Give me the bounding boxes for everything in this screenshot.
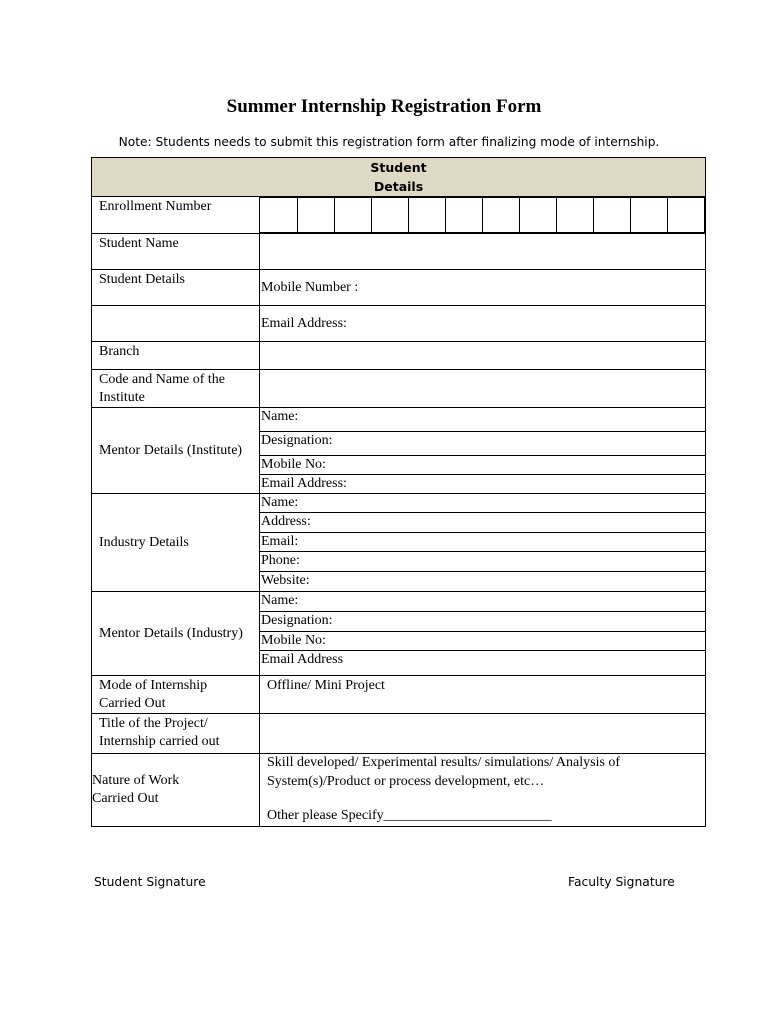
industry-address-field[interactable]: Address:: [260, 513, 706, 533]
branch-row: [92, 342, 706, 370]
enrollment-digit-box[interactable]: [630, 198, 667, 233]
nature-label: [92, 754, 260, 827]
nature-field[interactable]: [260, 754, 706, 827]
form-title: Summer Internship Registration Form: [226, 96, 542, 117]
email-address-field[interactable]: Email Address:: [260, 306, 706, 342]
industry-row: [92, 494, 706, 513]
branch-field[interactable]: [260, 342, 706, 370]
mode-field[interactable]: Offline/ Mini Project: [260, 676, 706, 714]
mentor-industry-name-field[interactable]: Name:: [260, 592, 706, 612]
institute-label-line-1: Code and Name of the: [99, 372, 225, 387]
enrollment-digit-box[interactable]: [408, 198, 445, 233]
nature-label-line-2: Carried Out: [92, 791, 159, 806]
project-title-label-line-2: Internship carried out: [99, 734, 220, 749]
empty-label-cell: [92, 306, 260, 342]
mode-row: [92, 676, 706, 714]
project-title-row: [92, 714, 706, 754]
enrollment-digit-box[interactable]: [445, 198, 482, 233]
nature-line-2: System(s)/Product or process development, etc…: [267, 773, 545, 789]
enrollment-row: [92, 197, 706, 234]
enrollment-digit-grid: [260, 197, 705, 233]
mentor-industry-mobile-field[interactable]: Mobile No:: [260, 632, 706, 651]
form-note: Note: Students needs to submit this registration form after finalizing mode of internship.: [118, 135, 660, 149]
nature-row: [92, 754, 706, 827]
mentor-institute-row: [92, 408, 706, 432]
mentor-institute-email-field[interactable]: Email Address:: [260, 475, 706, 494]
header-line-1: Student: [370, 160, 427, 175]
enrollment-label: Enrollment Number: [92, 197, 260, 234]
registration-table: [91, 157, 706, 827]
header-line-2: Details: [373, 179, 424, 194]
industry-name-field[interactable]: Name:: [260, 494, 706, 513]
mentor-industry-designation-field[interactable]: Designation:: [260, 612, 706, 632]
industry-email-field[interactable]: Email:: [260, 533, 706, 552]
industry-website-field[interactable]: Website:: [260, 572, 706, 592]
enrollment-digit-box[interactable]: [482, 198, 519, 233]
mentor-industry-label: Mentor Details (Industry): [92, 592, 260, 676]
institute-field[interactable]: [260, 370, 706, 408]
faculty-signature-label: Faculty Signature: [568, 875, 675, 889]
enrollment-digit-box[interactable]: [297, 198, 334, 233]
mentor-industry-row: [92, 592, 706, 612]
mobile-number-field[interactable]: Mobile Number :: [260, 270, 706, 306]
enrollment-digit-box[interactable]: [371, 198, 408, 233]
branch-label: Branch: [92, 342, 260, 370]
mentor-institute-name-field[interactable]: Name:: [260, 408, 706, 432]
nature-other-specify: Other please Specify________________________: [267, 808, 552, 824]
mentor-industry-email-field[interactable]: Email Address: [260, 651, 706, 676]
mode-label-line-2: Carried Out: [99, 696, 166, 711]
student-name-row: [92, 234, 706, 270]
student-name-label: Student Name: [92, 234, 260, 270]
project-title-field[interactable]: [260, 714, 706, 754]
enrollment-digit-box[interactable]: [519, 198, 556, 233]
project-title-label: [92, 714, 260, 754]
nature-label-line-1: Nature of Work: [92, 773, 180, 788]
student-details-row: [92, 270, 706, 306]
mentor-institute-mobile-field[interactable]: Mobile No:: [260, 456, 706, 475]
mode-label: [92, 676, 260, 714]
mentor-institute-designation-field[interactable]: Designation:: [260, 432, 706, 456]
mode-label-line-1: Mode of Internship: [99, 678, 208, 693]
header-row: [92, 158, 706, 197]
institute-label: [92, 370, 260, 408]
student-details-label: Student Details: [92, 270, 260, 306]
enrollment-input-area[interactable]: [260, 197, 706, 234]
enrollment-digit-box[interactable]: [260, 198, 297, 233]
enrollment-digit-box[interactable]: [593, 198, 630, 233]
enrollment-digit-box[interactable]: [556, 198, 593, 233]
project-title-label-line-1: Title of the Project/: [99, 716, 208, 731]
student-signature-label: Student Signature: [94, 875, 206, 889]
institute-label-line-2: Institute: [99, 390, 145, 405]
industry-details-label: Industry Details: [92, 494, 260, 592]
student-name-field[interactable]: [260, 234, 706, 270]
enrollment-digit-box[interactable]: [334, 198, 371, 233]
enrollment-digit-box[interactable]: [667, 198, 704, 233]
nature-line-1: Skill developed/ Experimental results/ simulations/ Analysis of: [267, 755, 621, 771]
institute-row: [92, 370, 706, 408]
student-details-header: [92, 158, 706, 197]
industry-phone-field[interactable]: Phone:: [260, 552, 706, 572]
email-row: [92, 306, 706, 342]
mentor-institute-label: Mentor Details (Institute): [92, 408, 260, 494]
